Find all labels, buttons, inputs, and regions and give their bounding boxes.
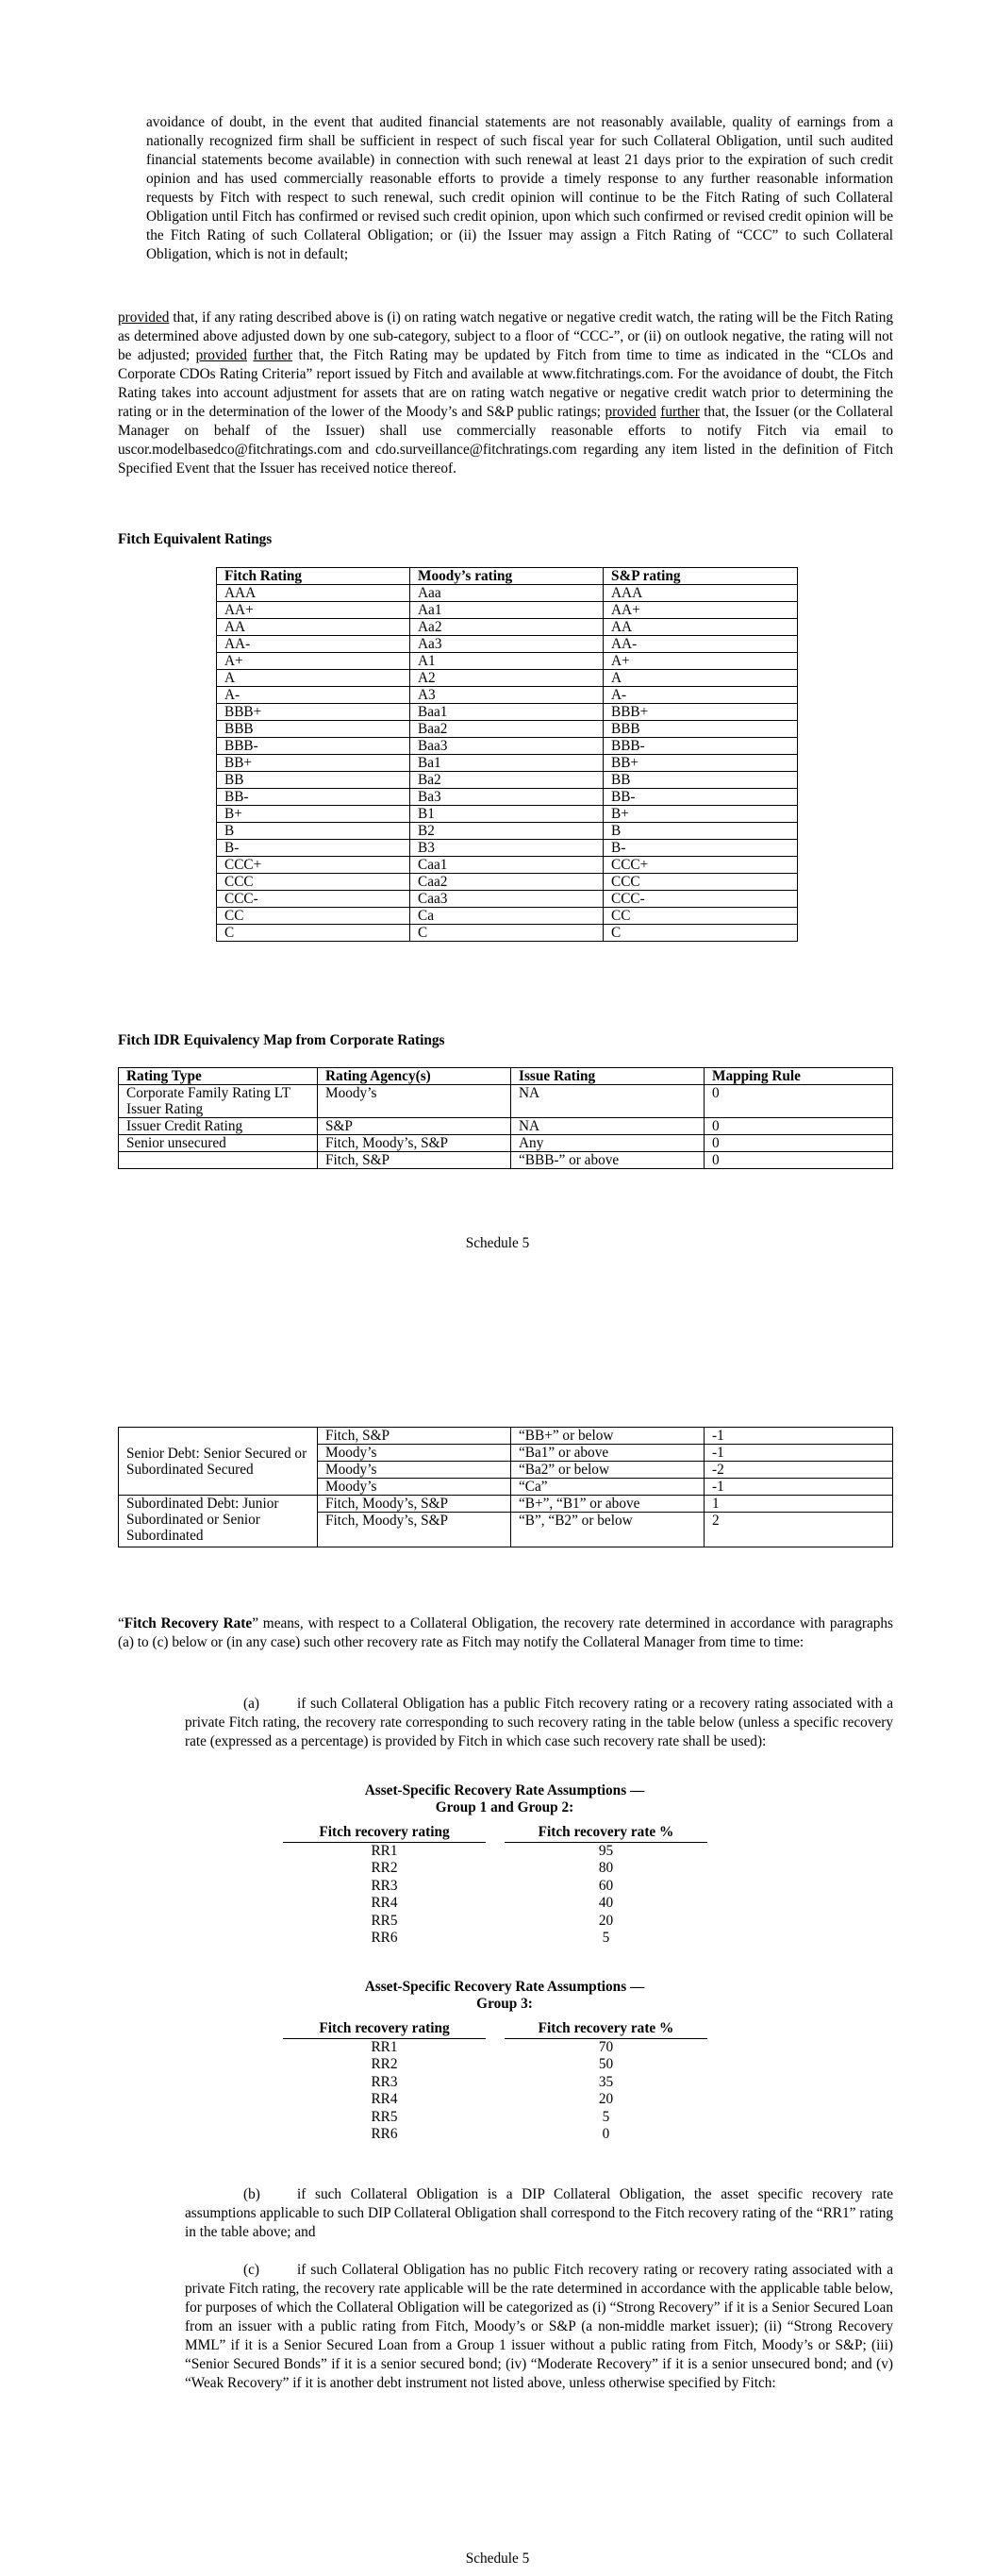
- table-cell: B3: [410, 840, 604, 857]
- table-cell: AA+: [217, 602, 410, 619]
- table-cell: 95: [598, 1842, 614, 1859]
- table-cell: 40: [598, 1895, 614, 1911]
- table-cell: 0: [705, 1118, 893, 1135]
- table-cell: CCC-: [217, 891, 410, 908]
- table-header: Fitch Rating: [217, 568, 410, 585]
- table-cell: A+: [604, 653, 798, 670]
- table-cell: RR1: [371, 1842, 398, 1859]
- recovery-table-group3: Asset-Specific Recovery Rate Assumptions — Group 3: Fitch recovery rating Fitch recovery rate % RR1 70 RR2 50 RR3 35 RR4 20 RR5 5 RR6 0: [274, 1979, 736, 2144]
- paragraph-c: (c) if such Collateral Obligation has no public Fitch recovery rating or recovery rating associated with a private Fitch rating, the recovery rate applicable will be the rate determined in accordance with the applicable table below, for purposes of which the Collateral Obligation will be categorized as (i) “Strong Recovery” if it is a Senior Secured Loan from an issuer with a public rating from Fitch, Moody’s or S&P (a non-middle market issuer); (ii) “Strong Recovery MML” if it is a Senior Secured Loan from a Group 1 issuer without a public rating from Fitch, Moody’s or S&P; (iii) “Senior Secured Bonds” if it is a senior secured bond; (iv) “Moderate Recovery” if it is a senior unsecured bond; and (v) “Weak Recovery” if it is another debt instrument not listed above, unless otherwise specified by Fitch:: [185, 2262, 893, 2391]
- recovery-table-group12: Asset-Specific Recovery Rate Assumptions — Group 1 and Group 2: Fitch recovery rating Fitch recovery rate % RR1 95 RR2 80 RR3 60 RR4 40 RR5 20 RR6 5: [274, 1782, 736, 1948]
- table-cell: A: [604, 670, 798, 687]
- table-cell: -1: [705, 1479, 893, 1496]
- table-cell: CC: [604, 908, 798, 925]
- table-cell: BB-: [217, 789, 410, 806]
- table-cell: BBB: [604, 721, 798, 738]
- table-cell: Ba2: [410, 772, 604, 789]
- table-cell: Aa2: [410, 619, 604, 636]
- recovery-rate-definition: “Fitch Recovery Rate” means, with respect to a Collateral Obligation, the recovery rate determined in accordance with paragraphs (a) to (c) below or (in any case) such other recovery rate as Fitch may notify the Collateral Manager from time to time:: [118, 1615, 893, 1650]
- table-cell: 5: [602, 2108, 610, 2125]
- list-item: [274, 2109, 736, 2127]
- table-cell: CCC+: [604, 857, 798, 874]
- table-cell: 70: [598, 2038, 614, 2055]
- table-header: Mapping Rule: [705, 1068, 893, 1085]
- table-cell: “BBB-” or above: [511, 1152, 705, 1169]
- table-cell: Caa2: [410, 874, 604, 891]
- table-row: [119, 1152, 893, 1169]
- table-cell: 2: [705, 1513, 893, 1547]
- table-cell: RR5: [371, 1912, 398, 1929]
- equivalent-ratings-table: [216, 567, 798, 942]
- table-cell: A-: [604, 687, 798, 704]
- table-row: [217, 891, 798, 908]
- table-cell: BBB-: [217, 738, 410, 755]
- table-cell: Baa2: [410, 721, 604, 738]
- table-cell: Baa3: [410, 738, 604, 755]
- table-row: [217, 687, 798, 704]
- table-cell: B1: [410, 806, 604, 823]
- table-cell: “Ba2” or below: [511, 1462, 705, 1479]
- table-cell: RR6: [371, 2126, 398, 2142]
- table-cell: NA: [511, 1118, 705, 1135]
- table-row: [119, 1085, 893, 1118]
- table-cell: CCC+: [217, 857, 410, 874]
- table-cell: Senior unsecured: [119, 1135, 318, 1152]
- list-item: [274, 2126, 736, 2144]
- table-cell: A2: [410, 670, 604, 687]
- idr-map-table: [118, 1067, 893, 1169]
- list-item: [274, 2074, 736, 2092]
- table-cell: Any: [511, 1135, 705, 1152]
- table-cell: B-: [217, 840, 410, 857]
- table-cell: Fitch, S&P: [318, 1152, 511, 1169]
- list-item: [274, 1843, 736, 1861]
- table-cell: B+: [604, 806, 798, 823]
- table-row: [217, 585, 798, 602]
- table-cell: BB-: [604, 789, 798, 806]
- table-cell: -2: [705, 1462, 893, 1479]
- table-cell: 80: [598, 1860, 614, 1876]
- column-header: Fitch recovery rate %: [505, 2020, 707, 2039]
- list-item: [274, 1913, 736, 1931]
- table-cell: BBB: [217, 721, 410, 738]
- table-cell: Ba1: [410, 755, 604, 772]
- table-row: [217, 806, 798, 823]
- table-row: [217, 670, 798, 687]
- table-cell: Fitch, Moody’s, S&P: [318, 1135, 511, 1152]
- table-cell: AAA: [604, 585, 798, 602]
- table-cell: A: [217, 670, 410, 687]
- list-item: [274, 1860, 736, 1878]
- table-cell: AA-: [217, 636, 410, 653]
- table-cell: -1: [705, 1428, 893, 1445]
- table-cell: AA-: [604, 636, 798, 653]
- table-cell: A+: [217, 653, 410, 670]
- table-cell: RR1: [371, 2038, 398, 2055]
- table-cell: 1: [705, 1496, 893, 1513]
- table-cell: A3: [410, 687, 604, 704]
- table-row: [217, 772, 798, 789]
- idr-map-heading: Fitch IDR Equivalency Map from Corporate Ratings: [118, 1032, 445, 1048]
- list-item: [274, 2039, 736, 2057]
- table-cell: 20: [598, 2091, 614, 2107]
- table-row: [217, 619, 798, 636]
- table-cell: “B+”, “B1” or above: [511, 1496, 705, 1513]
- table-cell: Caa3: [410, 891, 604, 908]
- table-cell: Senior Debt: Senior Secured or Subordinated Secured: [119, 1428, 318, 1496]
- table-cell: AAA: [217, 585, 410, 602]
- table-cell: AA: [604, 619, 798, 636]
- idr-map-table-continued: [118, 1427, 893, 1547]
- table-cell: BBB+: [604, 704, 798, 721]
- equivalent-ratings-heading: Fitch Equivalent Ratings: [118, 531, 273, 547]
- table-cell: Aa3: [410, 636, 604, 653]
- table-cell: Subordinated Debt: Junior Subordinated or Senior Subordinated: [119, 1496, 318, 1547]
- table-cell: 0: [602, 2126, 610, 2142]
- table-cell: AA: [217, 619, 410, 636]
- table-cell: 50: [598, 2056, 614, 2072]
- list-item: [274, 1878, 736, 1896]
- table-row: [217, 840, 798, 857]
- table-cell: 0: [705, 1085, 893, 1118]
- table-cell: C: [410, 925, 604, 942]
- table-cell: 0: [705, 1152, 893, 1169]
- table-cell: BB+: [217, 755, 410, 772]
- table-row: [217, 823, 798, 840]
- table-cell: Ba3: [410, 789, 604, 806]
- table-cell: CC: [217, 908, 410, 925]
- page-footer: Schedule 5: [465, 1235, 530, 1251]
- table-cell: CCC-: [604, 891, 798, 908]
- table-cell: “BB+” or below: [511, 1428, 705, 1445]
- list-item: [274, 2056, 736, 2074]
- table-row: [217, 704, 798, 721]
- table-cell: B-: [604, 840, 798, 857]
- table-cell: Issuer Credit Rating: [119, 1118, 318, 1135]
- table-cell: RR2: [371, 2056, 398, 2072]
- table-cell: 5: [602, 1930, 610, 1946]
- table-row: [217, 908, 798, 925]
- column-header: Fitch recovery rating: [283, 2020, 486, 2039]
- table-cell: B: [217, 823, 410, 840]
- list-item: [274, 1895, 736, 1913]
- table-cell: Fitch, Moody’s, S&P: [318, 1496, 511, 1513]
- table-header: Rating Agency(s): [318, 1068, 511, 1085]
- table-row: [217, 636, 798, 653]
- table-row: [217, 789, 798, 806]
- table-cell: “Ba1” or above: [511, 1445, 705, 1462]
- table-row: [119, 1135, 893, 1152]
- table-cell: BB+: [604, 755, 798, 772]
- table-row: [217, 755, 798, 772]
- table-cell: CCC: [217, 874, 410, 891]
- continued-paragraph: avoidance of doubt, in the event that audited financial statements are not reasonably available, quality of earnings from a nationally recognized firm shall be sufficient in respect of such fiscal year for such Collateral Obligation, until such audited financial statements become available) in connection with such renewal at least 21 days prior to the expiration of such credit opinion and has used commercially reasonable efforts to provide a timely response to any further reasonable information requests by Fitch with respect to such renewal, such credit opinion will continue to be the Fitch Rating of such Collateral Obligation until Fitch has confirmed or revised such credit opinion, upon which such confirmed or revised credit opinion will be the Fitch Rating of such Collateral Obligation; or (ii) the Issuer may assign a Fitch Rating of “CCC” to such Collateral Obligation, which is not in default;: [146, 114, 893, 262]
- table-cell: A1: [410, 653, 604, 670]
- table-header: Issue Rating: [511, 1068, 705, 1085]
- table-cell: Ca: [410, 908, 604, 925]
- table-row: [217, 653, 798, 670]
- table-row: [217, 602, 798, 619]
- table-cell: RR3: [371, 1877, 398, 1894]
- table-header: Rating Type: [119, 1068, 318, 1085]
- table-cell: Moody’s: [318, 1085, 511, 1118]
- table-cell: Moody’s: [318, 1445, 511, 1462]
- table-cell: B+: [217, 806, 410, 823]
- table-cell: “B”, “B2” or below: [511, 1513, 705, 1547]
- table-cell: BB: [604, 772, 798, 789]
- table-cell: [119, 1152, 318, 1169]
- table-cell: A-: [217, 687, 410, 704]
- table-cell: Fitch, S&P: [318, 1428, 511, 1445]
- table-row: [217, 874, 798, 891]
- provided-paragraph: provided that, if any rating described above is (i) on rating watch negative or negative credit watch, the rating will be the Fitch Rating as determined above adjusted down by one sub-category, subject to a floor of “CCC-”, or (ii) on outlook negative, the rating will not be adjusted; provided further that, the Fitch Rating may be updated by Fitch from time to time as indicated in the “CLOs and Corporate CDOs Rating Criteria” report issued by Fitch and available at www.fitchratings.com. For the avoidance of doubt, the Fitch Rating takes into account adjustment for assets that are on rating watch negative or negative credit watch prior to determining the rating or in the determination of the lower of the Moody’s and S&P public ratings; provided further that, the Issuer (or the Collateral Manager on behalf of the Issuer) shall use commercially reasonable efforts to notify Fitch via email to uscor.modelbasedco@fitchratings.com and cdo.surveillance@fitchratings.com regarding any item listed in the definition of Fitch Specified Event that the Issuer has received notice thereof.: [118, 309, 893, 477]
- table-cell: 35: [598, 2073, 614, 2090]
- table-cell: RR3: [371, 2073, 398, 2090]
- table-cell: RR4: [371, 2091, 398, 2107]
- table-cell: RR6: [371, 1930, 398, 1946]
- table-row: [217, 857, 798, 874]
- table-cell: Baa1: [410, 704, 604, 721]
- table-cell: 20: [598, 1912, 614, 1929]
- table-cell: 60: [598, 1877, 614, 1894]
- page-footer: Schedule 5: [465, 2551, 530, 2567]
- table-cell: “Ca”: [511, 1479, 705, 1496]
- table-header: Moody’s rating: [410, 568, 604, 585]
- table-row: [119, 1496, 893, 1513]
- table-row: [217, 721, 798, 738]
- table-cell: BB: [217, 772, 410, 789]
- table-cell: Corporate Family Rating LT Issuer Rating: [119, 1085, 318, 1118]
- table-cell: RR2: [371, 1860, 398, 1876]
- paragraph-b: (b) if such Collateral Obligation is a DIP Collateral Obligation, the asset specific recovery rate assumptions applicable to such DIP Collateral Obligation shall correspond to the Fitch recovery rating of the “RR1” rating in the table above; and: [185, 2186, 893, 2240]
- table-row: [119, 1428, 893, 1445]
- table-cell: Moody’s: [318, 1479, 511, 1496]
- table-cell: AA+: [604, 602, 798, 619]
- table-cell: NA: [511, 1085, 705, 1118]
- table-cell: CCC: [604, 874, 798, 891]
- table-cell: Caa1: [410, 857, 604, 874]
- table-cell: Moody’s: [318, 1462, 511, 1479]
- table-cell: C: [604, 925, 798, 942]
- table-cell: Aa1: [410, 602, 604, 619]
- table-cell: B2: [410, 823, 604, 840]
- column-header: Fitch recovery rate %: [505, 1824, 707, 1843]
- table-cell: Aaa: [410, 585, 604, 602]
- table-cell: BBB-: [604, 738, 798, 755]
- table-row: [217, 738, 798, 755]
- table-header: S&P rating: [604, 568, 798, 585]
- list-item: [274, 1930, 736, 1948]
- table-row: [119, 1118, 893, 1135]
- table-cell: B: [604, 823, 798, 840]
- table-cell: -1: [705, 1445, 893, 1462]
- paragraph-a: (a) if such Collateral Obligation has a public Fitch recovery rating or a recovery rating associated with a private Fitch rating, the recovery rate corresponding to such recovery rating in the table below (unless a specific recovery rate (expressed as a percentage) is provided by Fitch in which case such recovery rate shall be used):: [185, 1696, 893, 1749]
- table-cell: S&P: [318, 1118, 511, 1135]
- table-cell: RR5: [371, 2108, 398, 2125]
- table-row: [217, 925, 798, 942]
- column-header: Fitch recovery rating: [283, 1824, 486, 1843]
- table-cell: BBB+: [217, 704, 410, 721]
- table-cell: RR4: [371, 1895, 398, 1911]
- list-item: [274, 2091, 736, 2109]
- table-cell: 0: [705, 1135, 893, 1152]
- table-cell: C: [217, 925, 410, 942]
- table-cell: Fitch, Moody’s, S&P: [318, 1513, 511, 1547]
